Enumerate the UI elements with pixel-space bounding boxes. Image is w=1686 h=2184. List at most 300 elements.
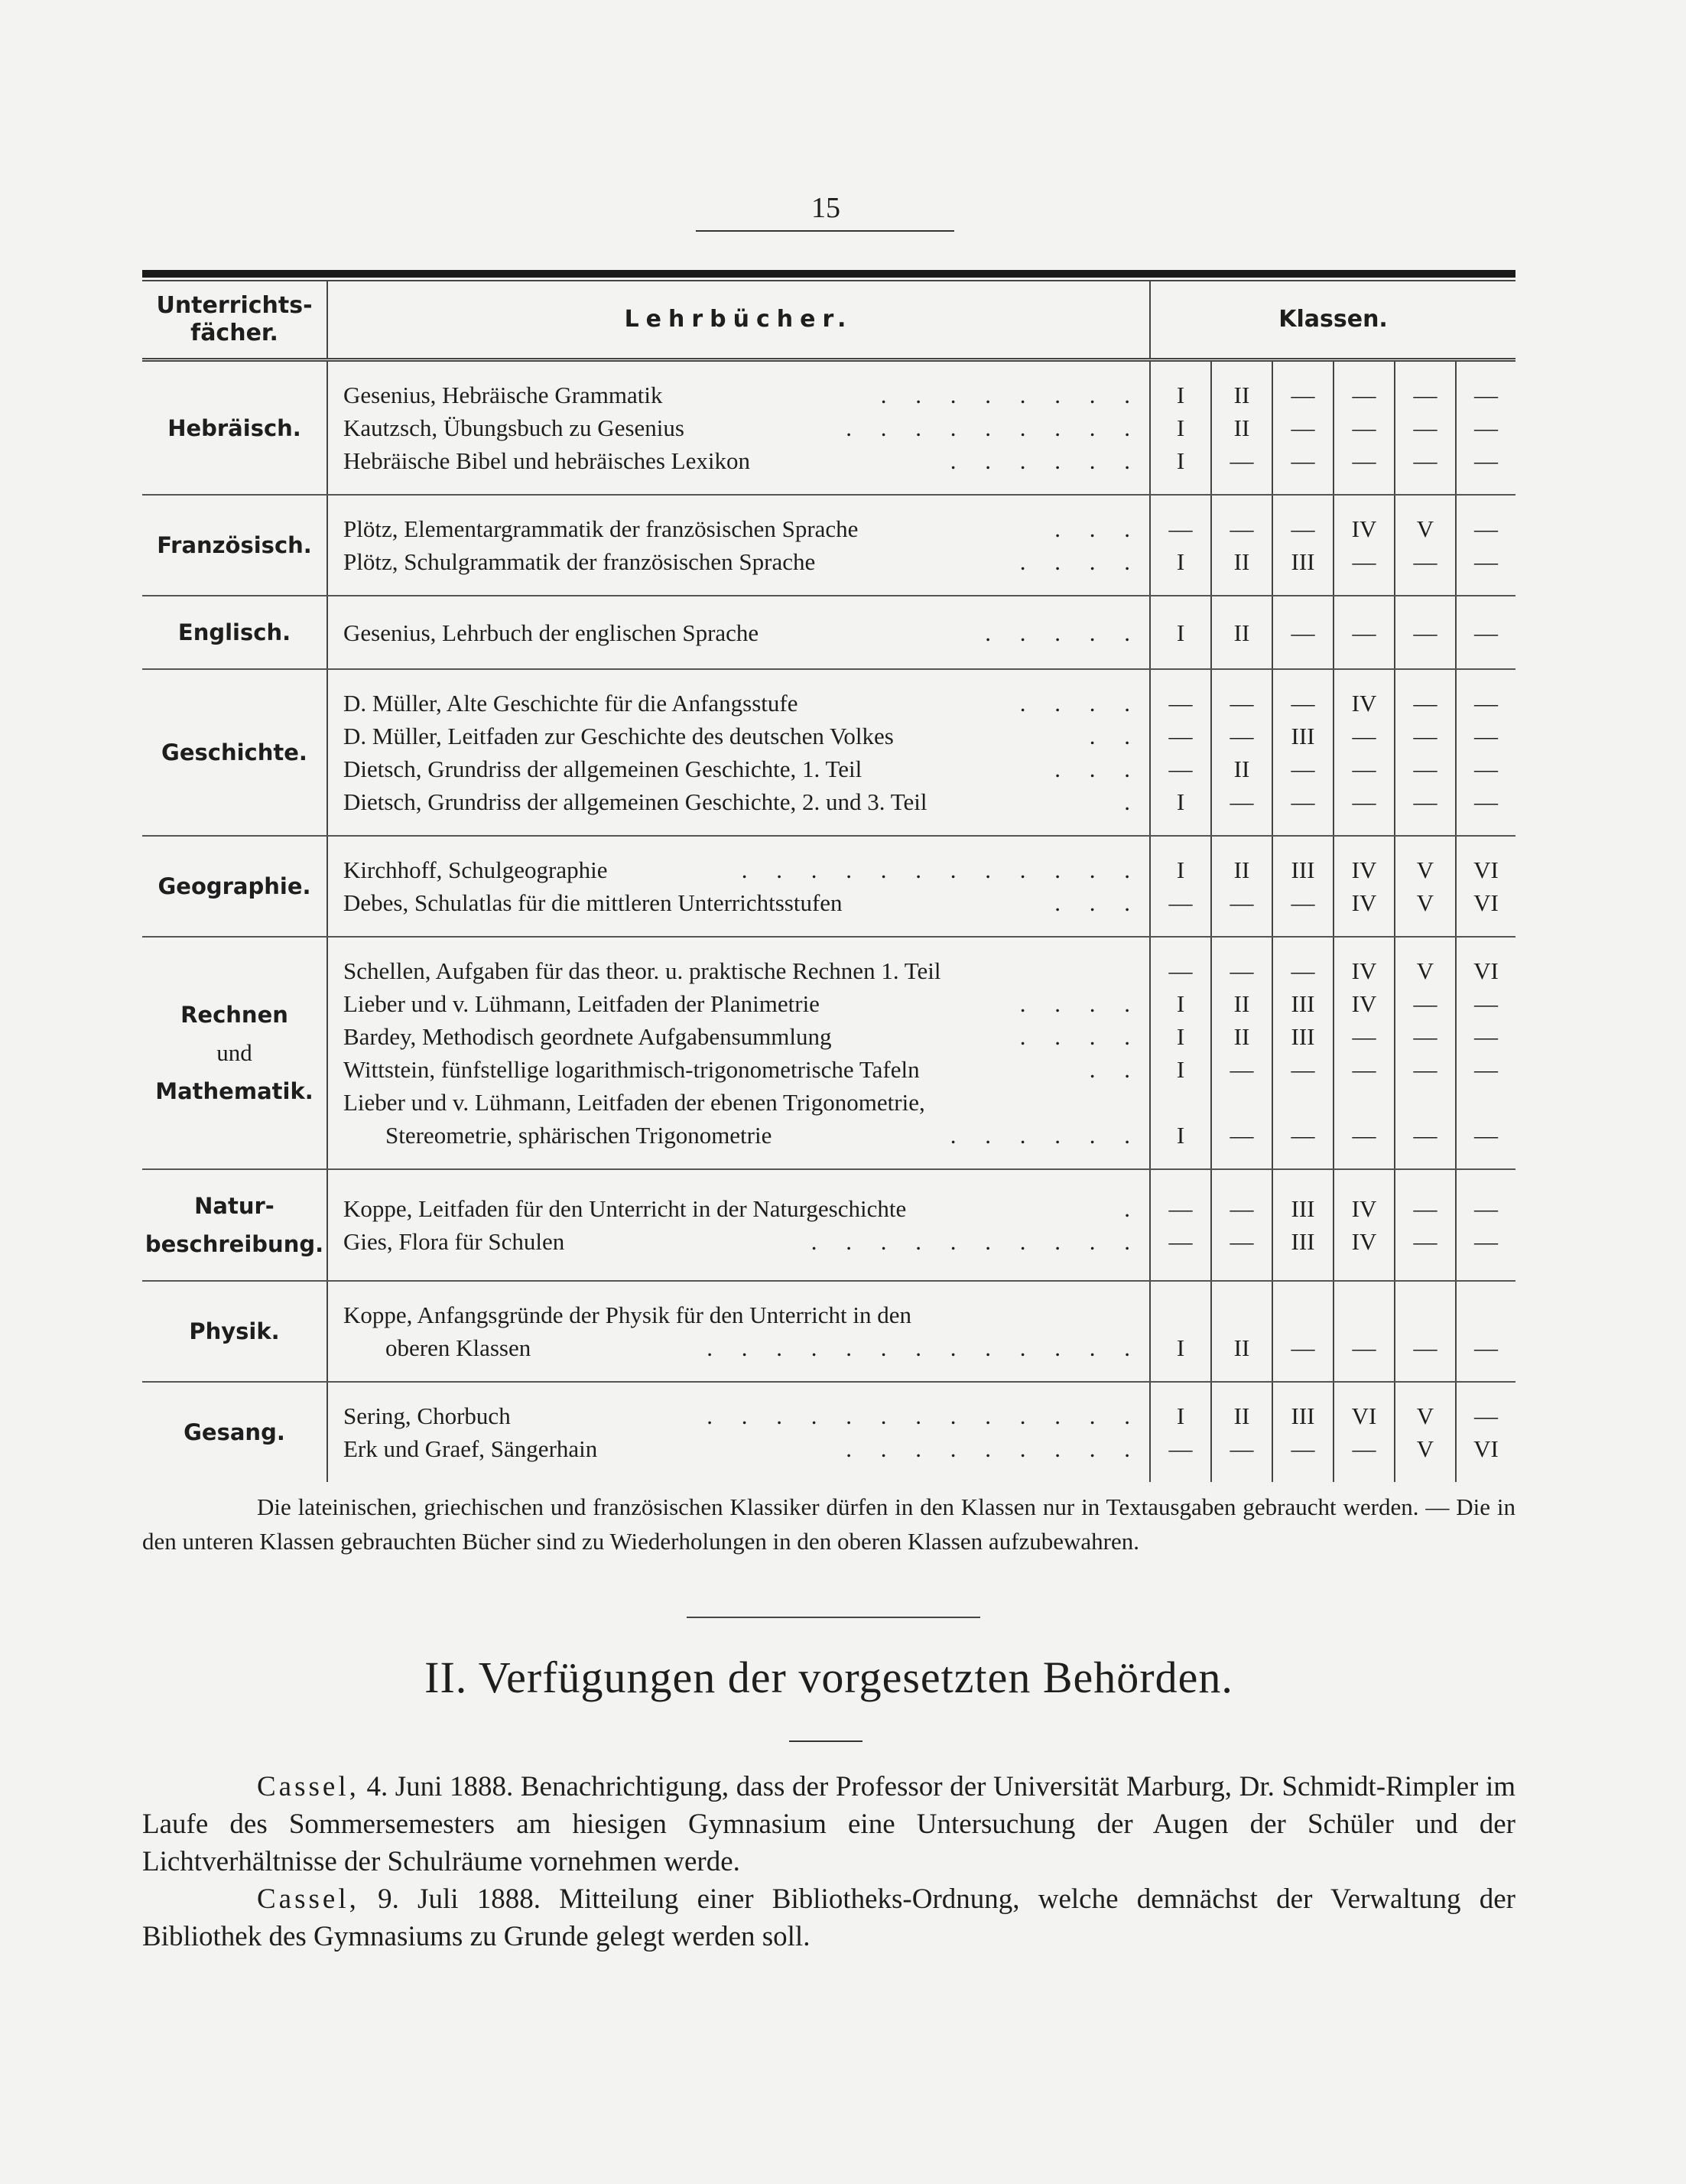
heading-underline: [789, 1740, 862, 1742]
class-mark: —: [1230, 957, 1254, 984]
class-mark: —: [1168, 515, 1193, 542]
book-entry: [343, 1331, 1142, 1364]
class-mark: VI: [1473, 1435, 1499, 1462]
class-column-3: [1272, 495, 1334, 596]
subject-name: [142, 937, 327, 1169]
class-mark: [1334, 1298, 1394, 1331]
subject-name-line: Natur-: [194, 1193, 275, 1219]
class-column-4: [1334, 1169, 1395, 1281]
book-list: [327, 1281, 1150, 1382]
subject-row: [142, 495, 1515, 596]
book-list: [327, 495, 1150, 596]
subject-name: [142, 1281, 327, 1382]
leader-dots: . . . . . . . . . . . . .: [707, 1334, 1142, 1361]
book-entry: [343, 752, 1142, 785]
book-entry: [343, 954, 1142, 987]
class-mark: [1273, 1298, 1333, 1331]
class-mark: —: [1413, 1056, 1437, 1083]
class-mark: I: [1176, 1056, 1185, 1083]
header-classes: Klassen.: [1150, 281, 1515, 360]
class-mark: I: [1176, 548, 1185, 575]
book-list: [327, 1169, 1150, 1281]
class-mark: II: [1233, 382, 1250, 408]
subject-row: [142, 596, 1515, 669]
book-title: Koppe, Anfangsgründe der Physik für den Unterricht in den: [343, 1302, 911, 1328]
class-mark: —: [1230, 1435, 1254, 1462]
order-text: 4. Juni 1888. Benachrichtigung, dass der Professor der Universität Marburg, Dr. Schmidt-Rimpler im Laufe des Sommersemesters am hiesigen Gymnasium eine Untersuchung der Augen der Schüler und der Lichtverhältnisse der Schulräume vornehmen werde.: [142, 1771, 1516, 1877]
class-mark: —: [1352, 756, 1376, 782]
book-title: Gesenius, Hebräische Grammatik: [343, 382, 663, 408]
class-column-5: [1395, 596, 1456, 669]
class-mark: II: [1233, 1334, 1250, 1361]
book-entry: [343, 1225, 1142, 1258]
section-heading: II. Verfügungen der vorgesetzten Behörden.: [424, 1653, 1233, 1702]
class-mark: —: [1413, 756, 1437, 782]
subject-name: [142, 1382, 327, 1482]
class-mark: —: [1291, 788, 1315, 815]
class-mark: —: [1168, 756, 1193, 782]
book-entry: [343, 1053, 1142, 1086]
class-column-6: [1456, 360, 1515, 496]
class-mark: —: [1474, 414, 1499, 441]
subject-name-line: Mathematik.: [155, 1078, 313, 1104]
book-title: D. Müller, Alte Geschichte für die Anfangsstufe: [343, 690, 798, 717]
class-mark: —: [1474, 382, 1499, 408]
subject-name: [142, 669, 327, 836]
class-mark: IV: [1351, 957, 1377, 984]
class-column-5: [1395, 669, 1456, 836]
class-mark: —: [1230, 889, 1254, 916]
book-entry: [343, 512, 1142, 545]
subject-row: [142, 937, 1515, 1169]
class-mark: [1212, 1298, 1272, 1331]
table-footnote: [142, 1490, 1515, 1558]
textbook-table: [142, 270, 1515, 1482]
class-column-2: [1211, 836, 1272, 937]
class-mark: —: [1352, 1334, 1376, 1361]
book-title: Gies, Flora für Schulen: [343, 1228, 565, 1255]
class-mark: I: [1176, 1122, 1185, 1149]
footnote-text: Die lateinischen, griechischen und französischen Klassiker dürfen in den Klassen nur in Textausgaben gebraucht werden. — Die in den unteren Klassen gebrauchten Bücher sind zu Wiederholungen in den oberen Klassen aufzubewahren.: [142, 1493, 1515, 1555]
leader-dots: . . . .: [1019, 1023, 1142, 1050]
class-column-5: [1395, 360, 1456, 496]
class-mark: II: [1233, 619, 1250, 646]
book-title: Sering, Chorbuch: [343, 1402, 511, 1429]
book-title: Lieber und v. Lühmann, Leitfaden der Planimetrie: [343, 990, 820, 1017]
class-mark: —: [1474, 447, 1499, 474]
class-column-2: [1211, 937, 1272, 1169]
class-mark: —: [1352, 1056, 1376, 1083]
class-column-3: [1272, 1382, 1334, 1482]
class-column-3: [1272, 836, 1334, 937]
class-mark: I: [1176, 447, 1185, 474]
leader-dots: . . . . . .: [950, 447, 1142, 474]
class-mark: II: [1233, 990, 1250, 1017]
class-column-4: [1334, 495, 1395, 596]
class-mark: —: [1291, 447, 1315, 474]
class-mark: —: [1291, 619, 1315, 646]
class-mark: —: [1413, 1195, 1437, 1222]
book-title: Plötz, Elementargrammatik der französischen Sprache: [343, 515, 859, 542]
class-mark: [1151, 1298, 1210, 1331]
class-mark: I: [1176, 382, 1185, 408]
class-mark: IV: [1351, 889, 1377, 916]
class-mark: —: [1413, 382, 1437, 408]
table-top-rule: [142, 270, 1515, 278]
book-title: Koppe, Leitfaden für den Unterricht in der Naturgeschichte: [343, 1195, 907, 1222]
book-entry: [343, 853, 1142, 886]
header-books: Lehrbücher.: [327, 281, 1150, 360]
class-mark: —: [1291, 382, 1315, 408]
class-mark: [1273, 1086, 1333, 1119]
class-mark: III: [1291, 1228, 1315, 1255]
class-mark: III: [1291, 990, 1315, 1017]
book-entry: [343, 720, 1142, 752]
class-mark: —: [1168, 957, 1193, 984]
class-mark: —: [1474, 548, 1499, 575]
class-mark: —: [1230, 1056, 1254, 1083]
book-entry: [343, 1192, 1142, 1225]
class-mark: VI: [1473, 856, 1499, 883]
class-mark: [1334, 1086, 1394, 1119]
class-mark: —: [1168, 690, 1193, 717]
class-mark: —: [1230, 1195, 1254, 1222]
class-mark: [1395, 1086, 1455, 1119]
book-title: Hebräische Bibel und hebräisches Lexikon: [343, 447, 750, 474]
leader-dots: . . . . . . . . . . . . .: [707, 1402, 1142, 1429]
class-column-2: [1211, 669, 1272, 836]
class-mark: IV: [1351, 990, 1377, 1017]
class-mark: —: [1474, 1023, 1499, 1050]
book-entry: [343, 1399, 1142, 1432]
class-mark: —: [1413, 788, 1437, 815]
class-column-3: [1272, 937, 1334, 1169]
class-mark: —: [1474, 619, 1499, 646]
class-column-2: [1211, 1169, 1272, 1281]
leader-dots: . .: [1089, 723, 1142, 749]
class-mark: —: [1230, 788, 1254, 815]
class-column-6: [1456, 836, 1515, 937]
book-entry: [343, 687, 1142, 720]
class-mark: —: [1291, 515, 1315, 542]
table-header-row: [142, 281, 1515, 360]
class-mark: —: [1291, 889, 1315, 916]
order-entry: [142, 1880, 1515, 1955]
class-mark: —: [1291, 756, 1315, 782]
class-mark: —: [1413, 1228, 1437, 1255]
leader-dots: .: [1124, 788, 1142, 815]
class-mark: V: [1416, 856, 1434, 883]
class-mark: V: [1416, 1402, 1434, 1429]
class-mark: [1457, 1298, 1515, 1331]
class-mark: [1212, 1086, 1272, 1119]
class-column-4: [1334, 596, 1395, 669]
class-mark: II: [1233, 1402, 1250, 1429]
subject-name-line: Geschichte.: [161, 739, 307, 765]
class-mark: —: [1413, 723, 1437, 749]
class-mark: —: [1474, 1056, 1499, 1083]
book-entry: [343, 1298, 1142, 1331]
class-mark: —: [1474, 756, 1499, 782]
class-mark: —: [1168, 889, 1193, 916]
class-column-5: [1395, 836, 1456, 937]
class-mark: —: [1352, 723, 1376, 749]
class-mark: —: [1291, 1334, 1315, 1361]
class-mark: —: [1230, 690, 1254, 717]
class-mark: I: [1176, 1334, 1185, 1361]
class-column-5: [1395, 937, 1456, 1169]
class-mark: III: [1291, 1402, 1315, 1429]
leader-dots: . . .: [1054, 889, 1142, 916]
leader-dots: . . . .: [1019, 548, 1142, 575]
class-column-2: [1211, 360, 1272, 496]
header-subject: Unterrichts-fächer.: [142, 281, 327, 360]
book-list: [327, 836, 1150, 937]
subject-row: [142, 836, 1515, 937]
book-entry: [343, 987, 1142, 1020]
book-entry: [343, 785, 1142, 818]
class-mark: —: [1474, 1122, 1499, 1149]
book-list: [327, 360, 1150, 496]
class-column-4: [1334, 1281, 1395, 1382]
class-mark: —: [1230, 447, 1254, 474]
leader-dots: . . . .: [1019, 990, 1142, 1017]
class-column-4: [1334, 1382, 1395, 1482]
leader-dots: . . . . . .: [950, 1122, 1142, 1149]
class-mark: III: [1291, 856, 1315, 883]
class-mark: —: [1352, 382, 1376, 408]
class-mark: I: [1176, 1023, 1185, 1050]
book-title: Erk und Graef, Sängerhain: [343, 1435, 598, 1462]
class-mark: IV: [1351, 515, 1377, 542]
subject-name: [142, 495, 327, 596]
class-column-2: [1211, 495, 1272, 596]
class-mark: [1395, 1298, 1455, 1331]
book-title: Gesenius, Lehrbuch der englischen Sprache: [343, 619, 759, 646]
class-column-6: [1456, 1169, 1515, 1281]
class-column-1: [1150, 1169, 1211, 1281]
class-mark: —: [1291, 1122, 1315, 1149]
book-title: Wittstein, fünfstellige logarithmisch-trigonometrische Tafeln: [343, 1056, 920, 1083]
class-mark: —: [1352, 1435, 1376, 1462]
class-mark: V: [1416, 889, 1434, 916]
class-column-1: [1150, 1382, 1211, 1482]
subject-row: [142, 360, 1515, 496]
class-mark: —: [1230, 515, 1254, 542]
book-entry: [343, 545, 1142, 578]
subject-name-line: Französisch.: [157, 532, 312, 558]
book-list: [327, 1382, 1150, 1482]
book-list: [327, 669, 1150, 836]
order-place: Cassel,: [257, 1883, 359, 1915]
class-mark: —: [1291, 1056, 1315, 1083]
orders-list: [142, 1768, 1515, 1955]
book-list: [327, 937, 1150, 1169]
class-mark: —: [1168, 723, 1193, 749]
class-mark: —: [1474, 990, 1499, 1017]
class-column-3: [1272, 360, 1334, 496]
class-column-1: [1150, 495, 1211, 596]
book-title: Plötz, Schulgrammatik der französischen Sprache: [343, 548, 816, 575]
class-column-1: [1150, 836, 1211, 937]
book-title: Debes, Schulatlas für die mittleren Unterrichtsstufen: [343, 889, 843, 916]
class-column-5: [1395, 1382, 1456, 1482]
book-title: Dietsch, Grundriss der allgemeinen Geschichte, 1. Teil: [343, 756, 862, 782]
class-mark: [1457, 1086, 1515, 1119]
class-mark: —: [1291, 1435, 1315, 1462]
book-entry: [343, 1432, 1142, 1465]
class-mark: I: [1176, 856, 1185, 883]
book-entry: [343, 616, 1142, 649]
class-column-4: [1334, 360, 1395, 496]
class-mark: —: [1413, 414, 1437, 441]
page-number: 15: [811, 192, 840, 224]
table-body: [142, 360, 1515, 1483]
subject-name-line: Hebräisch.: [167, 414, 301, 441]
book-list: [327, 596, 1150, 669]
class-mark: II: [1233, 1023, 1250, 1050]
subject-name: [142, 596, 327, 669]
class-mark: I: [1176, 619, 1185, 646]
class-column-5: [1395, 495, 1456, 596]
subject-name: [142, 1169, 327, 1281]
class-mark: —: [1352, 414, 1376, 441]
class-mark: II: [1233, 856, 1250, 883]
class-mark: —: [1474, 723, 1499, 749]
class-column-2: [1211, 596, 1272, 669]
class-mark: —: [1474, 515, 1499, 542]
class-column-6: [1456, 1382, 1515, 1482]
subject-name-line: Englisch.: [177, 619, 291, 645]
class-mark: —: [1413, 1023, 1437, 1050]
class-mark: IV: [1351, 1195, 1377, 1222]
class-mark: IV: [1351, 1228, 1377, 1255]
class-mark: IV: [1351, 690, 1377, 717]
class-mark: II: [1233, 414, 1250, 441]
class-mark: —: [1413, 619, 1437, 646]
book-title: Stereometrie, sphärischen Trigonometrie: [385, 1122, 772, 1149]
class-mark: —: [1474, 1402, 1499, 1429]
class-mark: —: [1413, 1334, 1437, 1361]
class-mark: II: [1233, 756, 1250, 782]
class-mark: —: [1474, 1195, 1499, 1222]
class-column-1: [1150, 1281, 1211, 1382]
class-mark: —: [1413, 1122, 1437, 1149]
leader-dots: . . . .: [1019, 690, 1142, 717]
book-title: Kautzsch, Übungsbuch zu Gesenius: [343, 414, 684, 441]
class-mark: —: [1352, 1023, 1376, 1050]
leader-dots: . . .: [1054, 515, 1142, 542]
leader-dots: . . . . . . . . . . . .: [741, 856, 1142, 883]
class-column-6: [1456, 1281, 1515, 1382]
order-entry: [142, 1768, 1515, 1880]
class-mark: —: [1352, 447, 1376, 474]
subject-row: [142, 669, 1515, 836]
class-mark: —: [1352, 548, 1376, 575]
class-mark: —: [1413, 990, 1437, 1017]
subject-name: [142, 360, 327, 496]
class-column-3: [1272, 669, 1334, 836]
leader-dots: . . . . . . . .: [880, 382, 1142, 408]
class-column-3: [1272, 596, 1334, 669]
class-column-3: [1272, 1169, 1334, 1281]
leader-dots: .: [1124, 1195, 1142, 1222]
class-mark: III: [1291, 1023, 1315, 1050]
class-column-6: [1456, 596, 1515, 669]
class-mark: —: [1291, 414, 1315, 441]
class-mark: —: [1168, 1195, 1193, 1222]
class-mark: VI: [1351, 1402, 1377, 1429]
class-column-2: [1211, 1382, 1272, 1482]
textbook-table-grid: [142, 281, 1515, 1482]
class-mark: VI: [1473, 889, 1499, 916]
book-entry: [343, 1119, 1142, 1152]
book-title: oberen Klassen: [385, 1334, 531, 1361]
book-title: Kirchhoff, Schulgeographie: [343, 856, 608, 883]
class-mark: —: [1474, 788, 1499, 815]
subject-name-line: Gesang.: [184, 1419, 285, 1445]
class-mark: —: [1474, 1334, 1499, 1361]
book-title: Dietsch, Grundriss der allgemeinen Geschichte, 2. und 3. Teil: [343, 788, 927, 815]
class-mark: —: [1291, 690, 1315, 717]
class-column-1: [1150, 596, 1211, 669]
class-mark: —: [1230, 1122, 1254, 1149]
subject-name-line: Rechnen: [180, 1002, 288, 1028]
book-title: Schellen, Aufgaben für das theor. u. praktische Rechnen 1. Teil: [343, 957, 941, 984]
order-place: Cassel,: [257, 1771, 359, 1802]
class-mark: —: [1291, 957, 1315, 984]
book-entry: [343, 444, 1142, 477]
leader-dots: . . . . . . . . . .: [811, 1228, 1142, 1255]
leader-dots: . .: [1089, 1056, 1142, 1083]
class-mark: —: [1474, 690, 1499, 717]
leader-dots: . . .: [1054, 756, 1142, 782]
class-mark: I: [1176, 414, 1185, 441]
class-column-2: [1211, 1281, 1272, 1382]
class-mark: V: [1416, 957, 1434, 984]
subject-name-line: und: [216, 1039, 252, 1066]
leader-dots: . . . . . . . . .: [846, 414, 1142, 441]
book-entry: [343, 886, 1142, 919]
class-mark: —: [1168, 1435, 1193, 1462]
class-mark: —: [1474, 1228, 1499, 1255]
class-column-4: [1334, 669, 1395, 836]
class-mark: —: [1352, 619, 1376, 646]
book-title: D. Müller, Leitfaden zur Geschichte des deutschen Volkes: [343, 723, 894, 749]
book-entry: [343, 1020, 1142, 1053]
class-column-4: [1334, 937, 1395, 1169]
class-mark: III: [1291, 723, 1315, 749]
book-entry: [343, 379, 1142, 411]
class-column-4: [1334, 836, 1395, 937]
page-number-rule: [696, 230, 954, 232]
book-entry: [343, 1086, 1142, 1119]
order-text: 9. Juli 1888. Mitteilung einer Bibliotheks-Ordnung, welche demnächst der Verwaltung der Bibliothek des Gymnasiums zu Grunde gelegt werden soll.: [142, 1883, 1515, 1952]
class-mark: —: [1413, 690, 1437, 717]
class-mark: —: [1230, 1228, 1254, 1255]
class-column-1: [1150, 937, 1211, 1169]
class-mark: I: [1176, 788, 1185, 815]
class-mark: III: [1291, 1195, 1315, 1222]
class-column-1: [1150, 360, 1211, 496]
book-entry: [343, 411, 1142, 444]
class-mark: I: [1176, 1402, 1185, 1429]
subject-name-line: beschreibung.: [145, 1231, 324, 1257]
subject-row: [142, 1382, 1515, 1482]
subject-row: [142, 1281, 1515, 1382]
subject-name: [142, 836, 327, 937]
class-mark: [1151, 1086, 1210, 1119]
